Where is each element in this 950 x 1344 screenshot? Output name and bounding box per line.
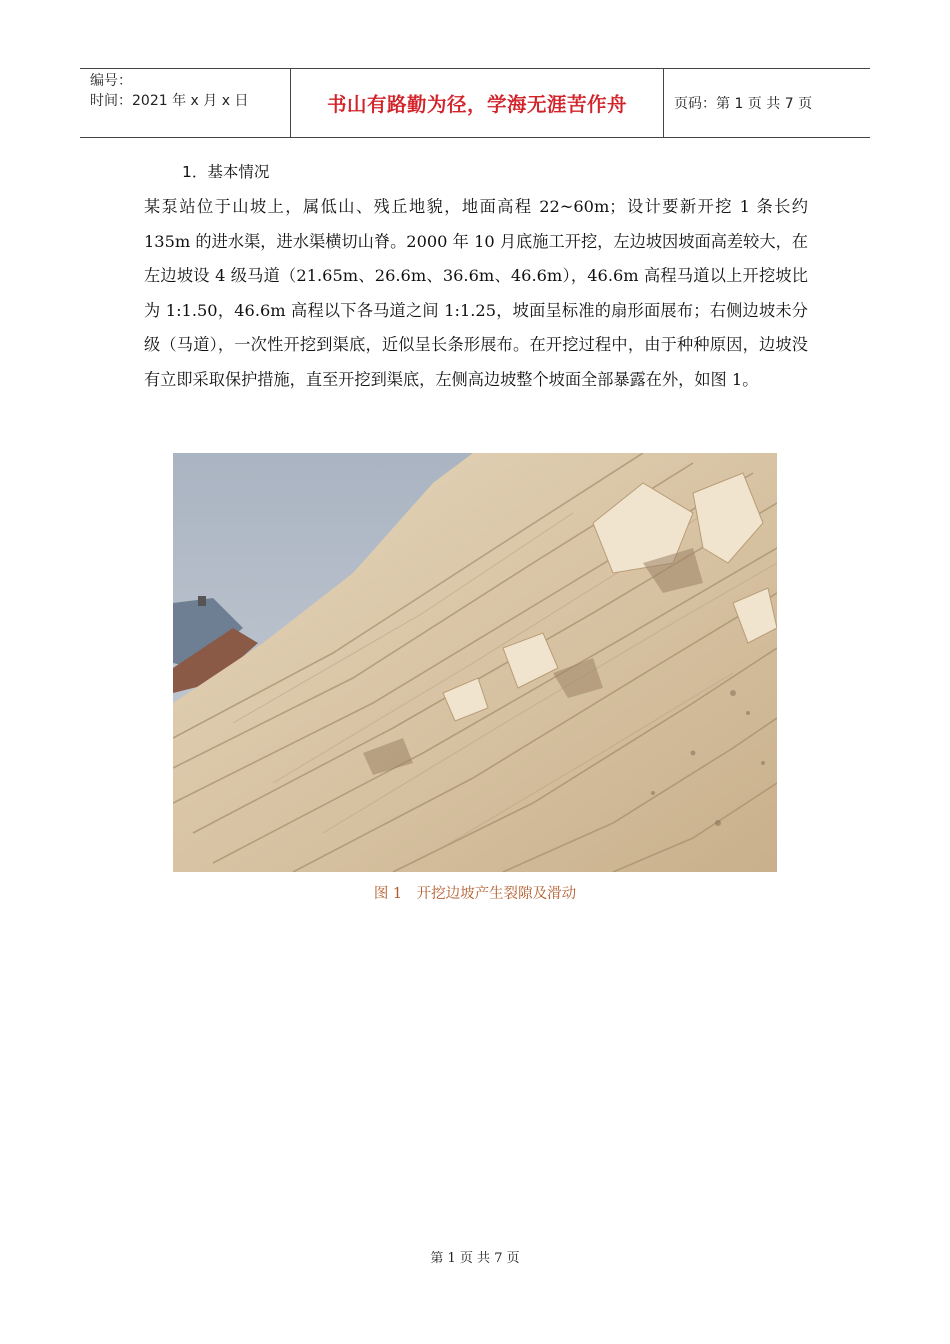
header-motto: [290, 69, 664, 137]
figure-caption: 图 1 开挖边坡产生裂隙及滑动: [373, 886, 577, 902]
slope-photo: [173, 453, 777, 872]
page-info-text: 页码：第 1 页 共 7 页: [674, 96, 813, 112]
body-paragraph: 某泵站位于山坡上，属低山、残丘地貌，地面高程 22~60m；设计要新开挖 1 条长约 135m 的进水渠，进水渠横切山脊。2000 年 10 月底施工开挖，左边坡因坡面高差较大，在左边坡设 4 级马道（21.65m、26.6m、36.6m、46.6m），46.6m 高程马道以上开挖坡比为 1:1.50，46.6m 高程以下各马道之间 1:1.25，坡面呈标准的扇形面展布；右侧边坡未分级（马道），一次性开挖到渠底，近似呈长条形展布。在开挖过程中，由于种种原因，边坡没有立即采取保护措施，直至开挖到渠底，左侧高边坡整个坡面全部暴露在外，如图 1。: [144, 197, 808, 389]
time-label: 时间：2021 年 x 月 x 日: [90, 93, 249, 109]
document-header: [80, 68, 870, 138]
number-label: 编号：: [90, 73, 132, 89]
page-footer: 第 1 页 共 7 页: [430, 1251, 520, 1266]
header-meta: [80, 69, 290, 137]
header-page-info: [664, 69, 870, 137]
motto-text: 书山有路勤为径，学海无涯苦作舟: [326, 93, 627, 116]
section-title: 1．基本情况: [182, 163, 270, 181]
